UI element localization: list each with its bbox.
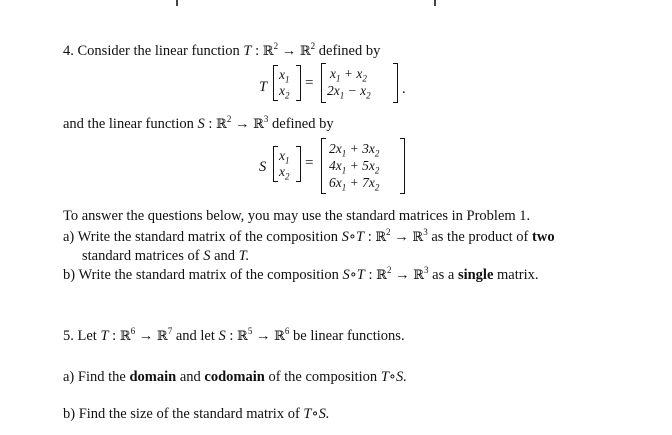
- S-symbol: S: [197, 116, 205, 132]
- arrow: →: [281, 43, 297, 59]
- T-def-symbol: T: [259, 79, 268, 95]
- S-equals: =: [305, 155, 314, 171]
- problem5-part-b: b) Find the size of the standard matrix of T∘S.: [63, 406, 330, 422]
- problem4-intro: Consider the linear function: [77, 43, 240, 59]
- problem5-part-a: a) Find the domain and codomain of the composition T∘S.: [63, 369, 407, 385]
- T-equals: =: [305, 75, 314, 91]
- problem5-number: 5.: [63, 328, 74, 344]
- S-input-vector: $x_1$ $x_2$: [273, 146, 301, 182]
- cropped-top-marks: [0, 0, 672, 8]
- problem4-part-b: b) Write the standard matrix of the composition S∘T : ℝ$^2$ → ℝ$^3$ as a single matrix.: [63, 265, 539, 283]
- T-input-vector: $x_1$ $x_2$: [273, 65, 301, 101]
- problem4-statement: 4. Consider the linear function T : ℝ$^2$ → ℝ$^2$ defined by: [63, 41, 381, 59]
- problem4-number: 4.: [63, 43, 74, 59]
- domain-R: ℝ: [262, 44, 274, 59]
- problem4-part-a-line2: standard matrices of S and T.: [82, 248, 250, 264]
- T-symbol: T: [243, 43, 252, 59]
- T-def-period: .: [402, 81, 406, 97]
- problem4-part-a: a) Write the standard matrix of the composition S∘T : ℝ$^2$ → ℝ$^3$ as the product of two: [63, 227, 555, 245]
- S-output-vector: $2x_1 + 3x_2$ $4x_1 + 5x_2$ $6x_1 + 7x_2$: [321, 138, 405, 194]
- S-statement: and the linear function S : ℝ$^2$ → ℝ$^3$ defined by: [63, 114, 334, 132]
- problem4-instructions: To answer the questions below, you may use the standard matrices in Problem 1.: [63, 208, 531, 224]
- T-output-vector: $x_1 + x_2$ $2x_1 - x_2$: [321, 63, 398, 103]
- S-def-symbol: S: [259, 159, 267, 175]
- problem5-statement: 5. Let T : ℝ$^6$ → ℝ$^7$ and let S : ℝ$^5$ → ℝ$^6$ be linear functions.: [63, 326, 405, 344]
- codomain-R: ℝ: [299, 44, 311, 59]
